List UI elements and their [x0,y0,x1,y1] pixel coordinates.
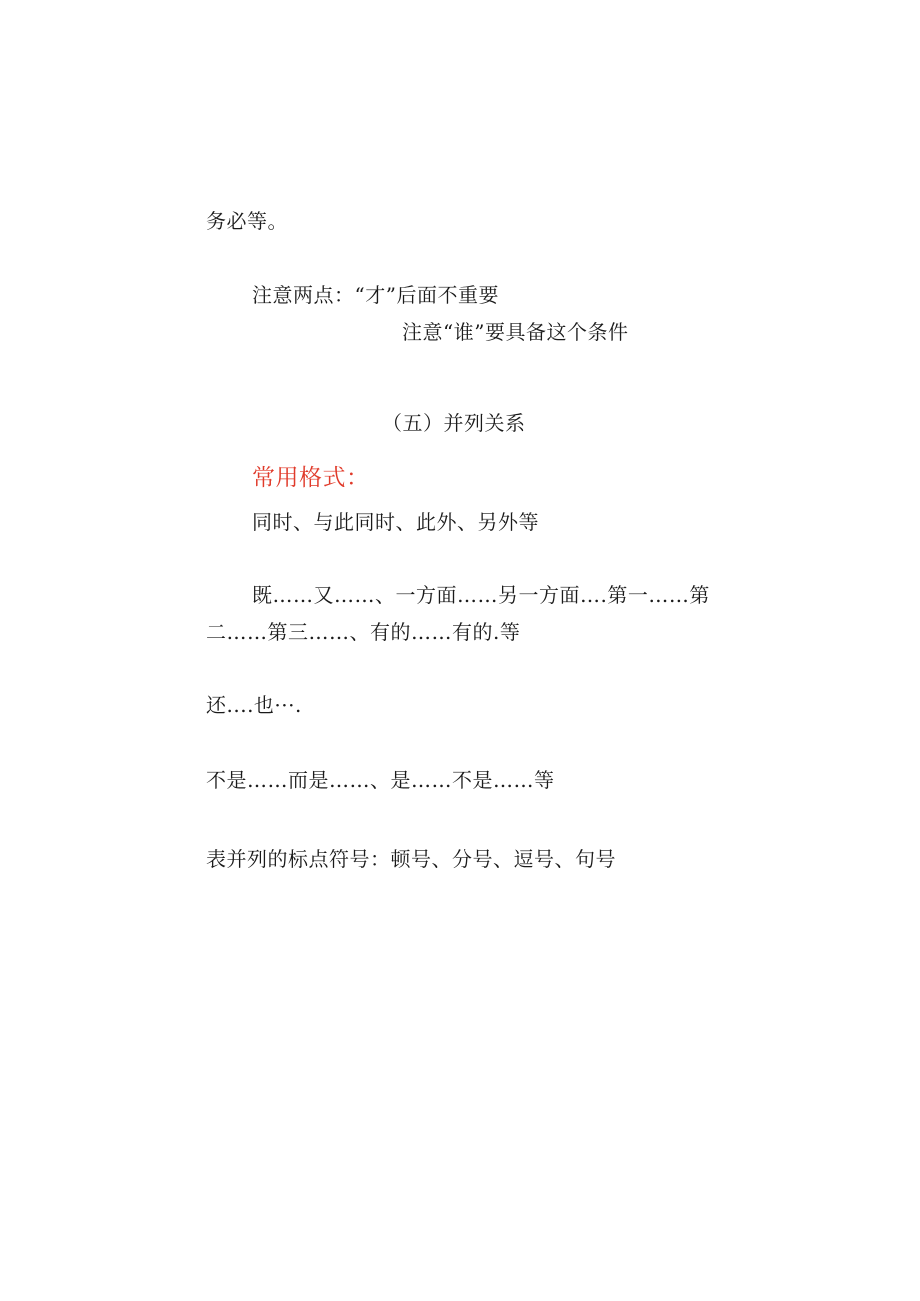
format-line: 还....也···. [206,693,302,717]
format-line: 二……第三……、有的……有的.等 [206,620,521,644]
common-formats-label: 常用格式： [252,465,370,491]
note-line: 注意“谁”要具备这个条件 [402,320,629,344]
format-line: 既……又……、一方面……另一方面….第一……第 [252,583,710,607]
note-line: 注意两点：“才”后面不重要 [252,283,499,307]
text-line: 务必等。 [206,209,288,233]
format-line: 同时、与此同时、此外、另外等 [252,510,539,534]
punctuation-line: 表并列的标点符号：顿号、分号、逗号、句号 [206,847,616,871]
format-line: 不是……而是……、是……不是……等 [206,768,555,792]
section-title: （五）并列关系 [382,411,526,435]
